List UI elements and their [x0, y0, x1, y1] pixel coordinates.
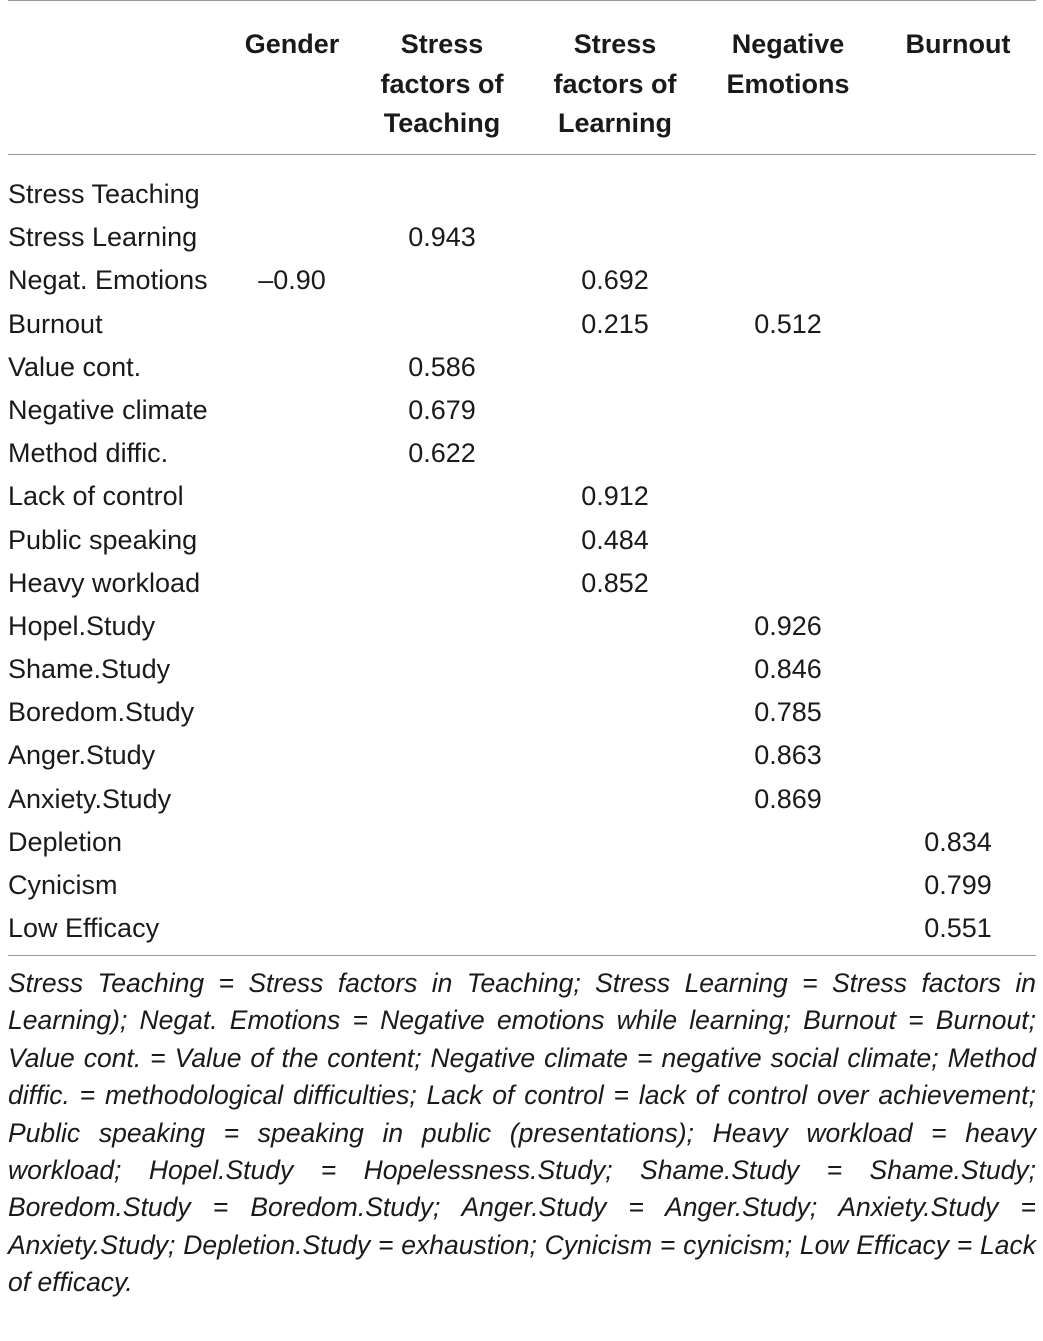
table-row [8, 562, 1036, 605]
row-label: Lack of control [8, 481, 184, 512]
row-label: Heavy workload [8, 567, 201, 598]
table-row [8, 216, 1036, 259]
header-stress-teaching-line-1: Stress [400, 29, 484, 59]
row-label: Hopel.Study [8, 610, 156, 641]
row-label: Cynicism [8, 870, 118, 900]
header-negative-emotions-line-1: Negative [731, 29, 845, 59]
row-label: Value cont. [8, 351, 142, 382]
table-row [8, 432, 1036, 475]
header-stress-teaching-line-3: Teaching [383, 108, 501, 138]
header-burnout-label: Burnout [905, 29, 1011, 59]
cell-teach: 0.622 [408, 438, 476, 469]
header-stress-learning-line-3: Learning [557, 108, 672, 138]
header-stress-learning-line-2: factors of [553, 68, 677, 99]
row-label: Negat. Emotions [8, 265, 208, 296]
cell-gender: –0.90 [258, 265, 326, 296]
row-label: Depletion [8, 826, 123, 857]
cell-neg: 0.846 [754, 654, 822, 685]
row-label: Public speaking [8, 524, 198, 555]
table-row [8, 519, 1036, 562]
row-label: Low Efficacy [8, 913, 160, 944]
row-label: Shame.Study [8, 654, 171, 685]
table-row [8, 691, 1036, 734]
header-negative-emotions-line-2: Emotions [726, 68, 850, 99]
table-row [8, 778, 1036, 821]
header-stress-learning-line-1: Stress [573, 29, 657, 59]
table-row [8, 648, 1036, 691]
cell-neg: 0.863 [754, 740, 822, 771]
table-row [8, 389, 1036, 432]
table-body [8, 155, 1036, 956]
row-label: Boredom.Study [8, 697, 195, 728]
header-gender-label: Gender [244, 29, 340, 59]
row-label: Negative climate [8, 394, 208, 425]
header-stress-teaching-line-2: factors of [380, 68, 504, 99]
cell-learn: 0.692 [581, 265, 649, 296]
cell-learn: 0.912 [581, 481, 649, 512]
row-label: Anxiety.Study [8, 783, 172, 814]
table-row [8, 475, 1036, 518]
table-row [8, 346, 1036, 389]
header-stress-learning [545, 25, 685, 144]
header-negative-emotions [718, 25, 858, 104]
row-label: Stress Teaching [8, 179, 200, 209]
cell-burn: 0.551 [924, 913, 992, 944]
table-row [8, 173, 1036, 216]
cell-neg: 0.785 [754, 697, 822, 728]
table-row [8, 259, 1036, 302]
header-stress-teaching [372, 25, 512, 144]
cell-learn: 0.484 [581, 524, 649, 555]
table-row [8, 864, 1036, 907]
row-label: Method diffic. [8, 438, 169, 469]
cell-teach: 0.943 [408, 222, 476, 253]
row-label: Stress Learning [8, 222, 198, 253]
cell-neg: 0.869 [754, 783, 822, 814]
table-footnote: Stress Teaching = Stress factors in Teaching; Stress Learning = Stress factors in Learning); Negat. Emotions = Negative emotions while learning; Burnout = Burnout; Value cont. = Value of the content; Negative climate = negative social climate; Method diffic. = methodological difficulties; Lack of control = lack of control over achievement; Public speaking = speaking in public (presentations); Heavy workload = heavy workload; Hopel.Study = Hopelessness.Study; Shame.Study = Shame.Study; Boredom.Study = Boredom.Study; Anger.Study = Anger.Study; Anxiety.Study = Anxiety.Study; Depletion.Study = exhaustion; Cynicism = cynicism; Low Efficacy = Lack of efficacy. [8, 968, 1036, 1298]
cell-burn: 0.799 [924, 870, 992, 900]
table-row [8, 303, 1036, 346]
cell-learn: 0.852 [581, 567, 649, 598]
row-label: Burnout [8, 308, 103, 339]
cell-learn: 0.215 [581, 308, 649, 339]
table-row [8, 605, 1036, 648]
cell-burn: 0.834 [924, 826, 992, 857]
cell-neg: 0.926 [754, 610, 822, 641]
table-header [8, 0, 1036, 155]
header-gender [232, 25, 352, 65]
results-table [8, 0, 1036, 956]
cell-neg: 0.512 [754, 308, 822, 339]
header-burnout [888, 25, 1028, 65]
table-row [8, 821, 1036, 864]
row-label: Anger.Study [8, 740, 156, 771]
table-row [8, 907, 1036, 950]
table-row [8, 734, 1036, 777]
cell-teach: 0.679 [408, 394, 476, 425]
cell-teach: 0.586 [408, 351, 476, 382]
